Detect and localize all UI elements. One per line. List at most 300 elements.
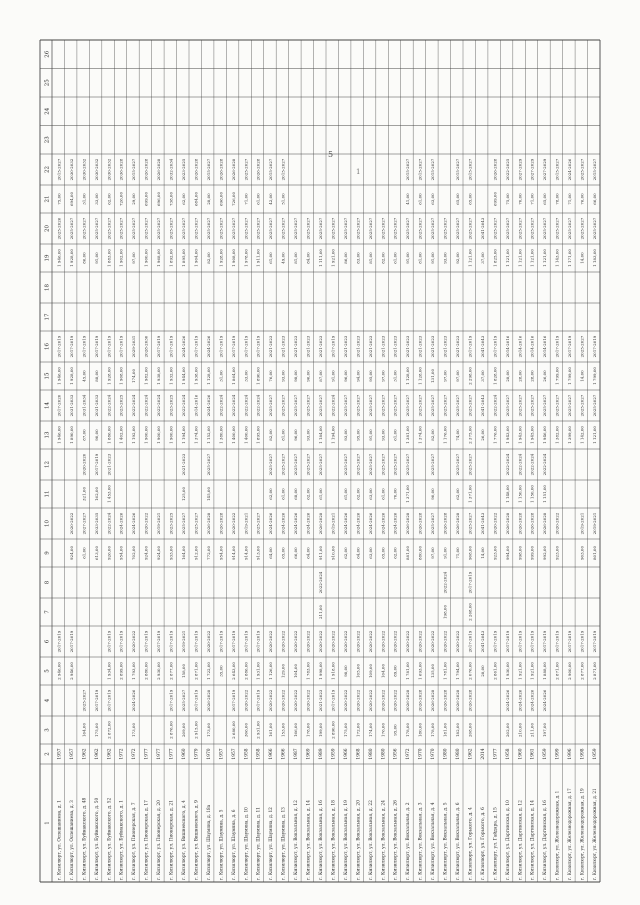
table-cell-value: 2 871,00	[592, 662, 598, 680]
table-row-address: г. Кизилюрт, ул. Шаумяна, д. 10	[244, 804, 250, 880]
table-row-year: 1972	[119, 748, 125, 760]
table-row-address: г. Кизилюрт, ул. Железнодорожная, д. 21	[593, 782, 599, 880]
table-cell-value: 2017-2019	[218, 335, 224, 358]
table-cell-value: 97,00	[380, 370, 386, 382]
table-row-year: 1958	[244, 748, 250, 760]
table-cell-value: 2024-2026	[392, 512, 398, 535]
table-cell-value: 82,00	[268, 429, 274, 441]
table-cell-value: 2025-2027	[367, 394, 373, 417]
table-cell-value: 1 143,00	[554, 249, 560, 267]
table-cell-value: 96,00	[305, 370, 311, 382]
table-cell-value: 1 930,00	[504, 662, 510, 680]
table-cell-value: 2025-2027	[243, 158, 249, 181]
table-cell-value: 2024-2026	[131, 512, 137, 535]
table-cell-value: 2031-2033	[68, 394, 74, 417]
table-cell-value: 1 900,00	[168, 426, 174, 444]
table-cell-value: 2024-2026	[118, 512, 124, 535]
table-cell-value: 178,00	[430, 723, 436, 737]
table-cell-value: 2025-2027	[492, 217, 498, 240]
table-cell-value: 1 176,00	[442, 426, 448, 444]
table-row-year: 1957	[69, 748, 75, 760]
table-cell-value: 2024-2026	[293, 512, 299, 535]
table-cell-value: 1 121,00	[467, 249, 473, 267]
table-cell-value: 1 908,00	[118, 367, 124, 385]
column-number-header: 3	[44, 728, 51, 732]
table-cell-value: 2021-2023	[430, 335, 436, 358]
table-cell-value: 2020-2022	[380, 689, 386, 712]
table-cell-value: 2 886,00	[243, 662, 249, 680]
table-row-year: 1977	[144, 748, 150, 760]
table-cell-value: 2022-2024	[143, 394, 149, 417]
table-cell-value: 2021-2023	[318, 689, 324, 712]
table-cell-value: 2024-2026	[529, 689, 535, 712]
table-row-address: г. Кизилюрт, ул. Шаумяна, д. 18а	[206, 802, 212, 880]
table-cell-value: 49,00	[280, 252, 286, 264]
table-cell-value: 2025-2027	[554, 217, 560, 240]
table-cell-value: 2025-2027	[181, 689, 187, 712]
table-cell-value: 2024-2026	[542, 689, 548, 712]
table-cell-value: 2026-2028	[205, 512, 211, 535]
table-cell-value: 1 886,00	[106, 426, 112, 444]
table-cell-value: 2026-2028	[405, 689, 411, 712]
table-row-year: 1959	[593, 748, 599, 760]
table-cell-value: 924,00	[156, 546, 162, 560]
table-row-year: 1958	[256, 748, 262, 760]
table-cell-value: 2020-2022	[417, 630, 423, 653]
column-number-header: 7	[44, 610, 51, 614]
table-cell-value: 93,00	[280, 370, 286, 382]
table-cell-value: 2025-2027	[230, 217, 236, 240]
table-cell-value: 1 883,00	[106, 249, 112, 267]
page-mark-secondary: 1	[356, 168, 361, 176]
table-cell-value: 65,00	[467, 193, 473, 205]
table-cell-value: 89,00	[392, 665, 398, 677]
table-cell-value: 164,00	[81, 723, 87, 737]
table-cell-value: 1 902,00	[118, 249, 124, 267]
table-cell-value: 2017-2019	[529, 630, 535, 653]
table-cell-value: 81,00	[293, 252, 299, 264]
table-cell-value: 28,00	[479, 665, 485, 677]
table-cell-value: 2026-2028	[218, 158, 224, 181]
table-cell-value: 62,00	[455, 488, 461, 500]
table-cell-value: 2026-2028	[318, 512, 324, 535]
table-cell-value: 613,00	[93, 546, 99, 560]
table-cell-value: 2025-2027	[293, 394, 299, 417]
table-cell-value: 2015-2027	[405, 158, 411, 181]
table-cell-value: 2024-2026	[567, 158, 573, 181]
table-cell-value: 1 453,00	[106, 485, 112, 503]
table-row-year: 1960	[518, 748, 524, 760]
table-cell-value: 2020-2022	[243, 689, 249, 712]
table-cell-value: 2020-2022	[268, 630, 274, 653]
table-cell-value: 2041-2043	[479, 630, 485, 653]
table-cell-value: 2025-2027	[293, 453, 299, 476]
table-cell-value: 1 371,00	[405, 485, 411, 503]
table-cell-value: 1 946,00	[56, 249, 62, 267]
table-row-year: 1962	[107, 748, 113, 760]
table-cell-value: 62,00	[268, 488, 274, 500]
table-row-year: 1959	[543, 748, 549, 760]
table-cell-value: 2020-2022	[330, 630, 336, 653]
table-cell-value: 1 982,00	[143, 367, 149, 385]
table-cell-value: 912,00	[193, 546, 199, 560]
table-cell-value: 1 946,00	[56, 426, 62, 444]
table-cell-value: 1 900,00	[143, 426, 149, 444]
column-number-header: 26	[44, 50, 51, 58]
column-number-header: 14	[44, 402, 51, 409]
table-cell-value: 2026-2028	[442, 512, 448, 535]
table-cell-value: 2020-2022	[205, 630, 211, 653]
table-cell-value: 172,00	[355, 723, 361, 737]
table-cell-value: 2025-2027	[430, 512, 436, 535]
table-cell-value: 2025-2027	[542, 217, 548, 240]
table-cell-value: 1 794,00	[455, 662, 461, 680]
table-cell-value: 2023-2025	[181, 158, 187, 181]
table-cell-value: 1 781,00	[442, 662, 448, 680]
table-cell-value: 1 908,00	[230, 249, 236, 267]
table-cell-value: 2025-2027	[529, 394, 535, 417]
table-row-year: 1957	[57, 748, 63, 760]
table-row-year: 1956	[393, 748, 399, 760]
table-cell-value: 1 946,00	[542, 426, 548, 444]
table-cell-value: 91,00	[93, 252, 99, 264]
table-cell-value: 76,00	[268, 370, 274, 382]
table-cell-value: 2017-2019	[567, 335, 573, 358]
table-cell-value: 2015-2027	[131, 158, 137, 181]
table-row-year: 2014	[480, 748, 486, 760]
table-cell-value: 702,00	[131, 546, 137, 560]
table-cell-value: 696,00	[218, 192, 224, 206]
table-cell-value: 2025-2027	[455, 453, 461, 476]
table-cell-value: 914,00	[230, 546, 236, 560]
table-cell-value: 2026-2028	[405, 512, 411, 535]
table-cell-value: 2025-2027	[318, 217, 324, 240]
table-cell-value: 198,00	[442, 605, 448, 619]
table-cell-value: 1 945,00	[529, 426, 535, 444]
table-cell-value: 2026-2028	[417, 689, 423, 712]
table-row-year: 1979	[194, 748, 200, 760]
table-cell-value: 2025-2027	[81, 689, 87, 712]
table-cell-value: 2027-2027	[81, 512, 87, 535]
table-cell-value: 2 643,00	[230, 662, 236, 680]
table-cell-value: 105,00	[355, 664, 361, 678]
table-cell-value: 2019-2021	[579, 512, 585, 535]
table-cell-value: 2020-2022	[355, 630, 361, 653]
table-cell-value: 2025-2027	[430, 453, 436, 476]
table-cell-value: 2025-2027	[280, 217, 286, 240]
table-cell-value: 1 121,00	[529, 249, 535, 267]
table-row-address: г. Кизилюрт, ул. Железнодорожная, д. 19	[580, 782, 586, 880]
column-number-header: 22	[44, 166, 51, 173]
table-cell-value: 2021-2023	[342, 335, 348, 358]
table-cell-value: 1 900,00	[156, 426, 162, 444]
table-cell-value: 1 150,00	[517, 485, 523, 503]
table-row-address: г. Кизилюрт, ул. Вокзальная, д. 18	[331, 799, 337, 880]
table-cell-value: 2017-2019	[467, 630, 473, 653]
table-cell-value: 2024-2026	[131, 689, 137, 712]
table-cell-value: 2022-2024	[156, 394, 162, 417]
table-cell-value: 881,00	[405, 546, 411, 560]
table-cell-value: 2025-2027	[205, 217, 211, 240]
table-cell-value: 2015-2027	[268, 158, 274, 181]
table-cell-value: 1 722,00	[205, 662, 211, 680]
table-cell-value: 2020-2022	[305, 630, 311, 653]
table-cell-value: 2021-2023	[305, 335, 311, 358]
table-cell-value: 2 298,00	[467, 367, 473, 385]
table-cell-value: 2022-2024	[243, 394, 249, 417]
column-number-header: 6	[44, 639, 51, 644]
table-cell-value: 2025-2027	[517, 394, 523, 417]
table-cell-value: 2024-2026	[355, 512, 361, 535]
table-cell-value: 2020-2022	[355, 689, 361, 712]
table-cell-value: 61,00	[280, 488, 286, 500]
table-cell-value: 182,00	[455, 723, 461, 737]
table-row-year: 1980	[368, 748, 374, 760]
table-cell-value: 91,00	[367, 429, 373, 441]
table-row-year: 1980	[381, 748, 387, 760]
table-cell-value: 2022-2024	[106, 512, 112, 535]
column-number-header: 16	[44, 343, 51, 350]
table-cell-value: 62,00	[305, 488, 311, 500]
table-cell-value: 26,00	[479, 429, 485, 441]
column-number-header: 25	[44, 79, 51, 87]
table-cell-value: 2022-2024	[230, 394, 236, 417]
table-cell-value: 2025-2027	[380, 394, 386, 417]
table-cell-value: 2025-2027	[293, 217, 299, 240]
table-cell-value: 2020-2022	[280, 630, 286, 653]
table-cell-value: 2017-2019	[118, 630, 124, 653]
table-cell-value: 1 904,00	[193, 249, 199, 267]
table-cell-value: 82,00	[205, 252, 211, 264]
table-cell-value: 2017-2019	[218, 630, 224, 653]
table-cell-value: 2025-2027	[579, 158, 585, 181]
table-cell-value: 208,00	[467, 723, 473, 737]
table-row-address: г. Кизилюрт, ул. Вокзальная, д. 5	[443, 802, 449, 880]
table-cell-value: 1 374,00	[417, 426, 423, 444]
table-cell-value: 1 895,00	[255, 426, 261, 444]
column-number-header: 15	[44, 372, 51, 380]
table-row-address: г. Кизилюрт, ул. Вокзальная, д. 26	[393, 799, 399, 880]
table-cell-value: 924,00	[68, 546, 74, 560]
table-cell-value: 174,00	[367, 723, 373, 737]
table-cell-value: 2025-2027	[193, 512, 199, 535]
table-cell-value: 1 946,00	[56, 367, 62, 385]
table-cell-value: 28,00	[517, 370, 523, 382]
table-cell-value: 2019-2021	[592, 512, 598, 535]
table-cell-value: 914,00	[243, 546, 249, 560]
table-cell-value: 1 943,00	[504, 426, 510, 444]
table-cell-value: 998,00	[517, 546, 523, 560]
table-cell-value: 2026-2028	[230, 158, 236, 181]
table-cell-value: 1 148,00	[504, 485, 510, 503]
table-cell-value: 2015-2027	[430, 158, 436, 181]
table-cell-value: 924,00	[143, 546, 149, 560]
table-cell-value: 33,00	[243, 370, 249, 382]
table-cell-value: 2033-2035	[93, 512, 99, 535]
table-cell-value: 2017-2019	[542, 630, 548, 653]
table-cell-value: 2025-2027	[205, 453, 211, 476]
table-cell-value: 2 861,00	[492, 662, 498, 680]
table-cell-value: 933,00	[168, 546, 174, 560]
table-cell-value: 1 381,00	[405, 426, 411, 444]
table-cell-value: 2015-2027	[455, 158, 461, 181]
table-cell-value: 2021-2023	[392, 335, 398, 358]
table-cell-value: 109,00	[367, 664, 373, 678]
table-cell-value: 2017-2019	[467, 335, 473, 358]
table-cell-value: 2025-2027	[342, 453, 348, 476]
table-cell-value: 306,00	[243, 723, 249, 737]
table-cell-value: 2041-2043	[479, 335, 485, 358]
table-cell-value: 2028-2030	[143, 335, 149, 358]
table-row-address: г. Кизилюрт, ул. Вокзальная, д. 6	[456, 802, 462, 880]
table-cell-value: 1 776,00	[492, 426, 498, 444]
table-cell-value: 175,00	[93, 723, 99, 737]
table-cell-value: 2025-2027	[554, 394, 560, 417]
table-row-address: г. Кизилюрт, ул. Вокзальная, д. 16	[319, 799, 325, 880]
table-cell-value: 2017-2019	[106, 630, 112, 653]
table-cell-value: 2 268,00	[467, 603, 473, 621]
table-cell-value: 97,00	[131, 252, 137, 264]
table-row-address: г. Кизилюрт, ул. Оспешаниева, д. 3	[69, 797, 75, 880]
table-cell-value: 2025-2027	[504, 217, 510, 240]
table-row-year: 1966	[269, 748, 275, 760]
table-cell-value: 2030-2032	[81, 158, 87, 181]
table-row-address: г. Кизилюрт, ул. Горького, д. 6	[480, 808, 486, 880]
column-number-header: 4	[44, 698, 51, 703]
table-cell-value: 1 693,00	[417, 662, 423, 680]
table-cell-value: 93,00	[305, 429, 311, 441]
table-cell-value: 2021-2023	[268, 335, 274, 358]
table-cell-value: 880,00	[417, 546, 423, 560]
table-cell-value: 726,00	[230, 192, 236, 206]
table-row-year: 1980	[456, 748, 462, 760]
table-cell-value: 1 928,00	[218, 249, 224, 267]
table-cell-value: 2020-2020	[81, 453, 87, 476]
column-number-header: 18	[44, 284, 51, 291]
table-cell-value: 2022-2024	[442, 571, 448, 594]
table-cell-value: 65,00	[280, 547, 286, 559]
table-cell-value: 2017-2019	[156, 335, 162, 358]
table-cell-value: 1 121,00	[542, 249, 548, 267]
table-cell-value: 1 150,00	[529, 485, 535, 503]
table-cell-value: 2025-2027	[542, 394, 548, 417]
table-cell-value: 1 382,00	[554, 426, 560, 444]
table-cell-value: 1 998,00	[318, 662, 324, 680]
table-cell-value: 2 899,00	[118, 662, 124, 680]
table-cell-value: 2025-2027	[131, 217, 137, 240]
table-row-address: г. Кизилюрт, ул. Буйнакского, д. 48	[82, 796, 88, 880]
table-cell-value: 63,00	[367, 488, 373, 500]
table-cell-value: 64,00	[268, 547, 274, 559]
table-cell-value: 2017-2019	[68, 335, 74, 358]
table-cell-value: 61,00	[392, 429, 398, 441]
table-cell-value: 2025-2027	[529, 217, 535, 240]
table-row-address: г. Кизилюрт, ул. Вокзальная, д. 22	[368, 799, 374, 880]
table-row-address: г. Кизилюрт, ул. Вокзальная, д. 20	[356, 799, 362, 880]
table-cell-value: 1 184,00	[318, 426, 324, 444]
table-cell-value: 1 938,00	[156, 367, 162, 385]
table-row-address: г. Кизилюрт, ул. Вокзальная, д. 12	[294, 799, 300, 880]
table-row-year: 1987	[294, 748, 300, 760]
table-cell-value: 2017-2019	[492, 630, 498, 653]
table-cell-value: 97,00	[442, 370, 448, 382]
column-number-header: 19	[44, 254, 51, 262]
table-cell-value: 2023-2025	[168, 394, 174, 417]
table-cell-value: 51,00	[280, 193, 286, 205]
table-cell-value: 26,00	[542, 370, 548, 382]
table-row-address: г. Кизилюрт, ул. Шаумяна, д. 5	[219, 807, 225, 880]
table-cell-value: 71,00	[243, 193, 249, 205]
table-cell-value: 2020-2022	[455, 630, 461, 653]
table-cell-value: 131,00	[430, 369, 436, 383]
table-cell-value: 2017-2019	[93, 453, 99, 476]
table-cell-value: 2017-2019	[255, 630, 261, 653]
table-cell-value: 2025-2027	[318, 453, 324, 476]
table-cell-value: 2020-2022	[380, 630, 386, 653]
table-cell-value: 2025-2027	[579, 217, 585, 240]
table-cell-value: 2031-2034	[81, 394, 87, 417]
table-row-address: г. Кизилюрт, ул. Шаумяна, д. 6	[231, 807, 237, 880]
table-cell-value: 180,00	[417, 723, 423, 737]
table-cell-value: 2017-2019	[81, 335, 87, 358]
table-row-address: г. Кизилюрт, ул. Даргинская, д. 16	[543, 798, 549, 880]
table-cell-value: 2027-2029	[517, 158, 523, 181]
table-row-year: 1998	[580, 748, 586, 760]
table-cell-value: 2024-2026	[367, 512, 373, 535]
table-cell-value: 1 400,00	[243, 426, 249, 444]
table-row-address: г. Кизилюрт, ул. Пионерская, д. 7	[132, 801, 138, 880]
table-cell-value: 1 918,00	[330, 662, 336, 680]
table-cell-value: 2020-2022	[442, 630, 448, 653]
table-cell-value: 2025-2027	[255, 512, 261, 535]
table-cell-value: 2025-2027	[93, 217, 99, 240]
table-cell-value: 197,00	[542, 723, 548, 737]
column-number-header: 8	[44, 580, 51, 585]
table-cell-value: 911,00	[318, 546, 324, 560]
table-cell-value: 2020-2022	[143, 512, 149, 535]
table-cell-value: 1 928,00	[68, 367, 74, 385]
table-cell-value: 93,00	[342, 429, 348, 441]
table-cell-value: 145,00	[205, 487, 211, 501]
table-cell-value: 75,00	[504, 193, 510, 205]
table-cell-value: 2017-2019	[68, 630, 74, 653]
table-cell-value: 1 928,00	[68, 249, 74, 267]
table-cell-value: 63,00	[367, 547, 373, 559]
table-cell-value: 2 946,00	[68, 662, 74, 680]
table-cell-value: 2026-2028	[156, 158, 162, 181]
table-cell-value: 2024-2026	[205, 335, 211, 358]
table-cell-value: 2 076,00	[467, 662, 473, 680]
table-cell-value: 2025-2027	[517, 217, 523, 240]
table-cell-value: 75,00	[56, 193, 62, 205]
table-cell-value: 2023-2025	[118, 394, 124, 417]
table-cell-value: 1 900,00	[143, 249, 149, 267]
column-number-header: 13	[44, 431, 51, 439]
table-row-address: г. Кизилюрт, ул. Даргинская, д. 10	[505, 798, 511, 880]
table-cell-value: 1 783,00	[305, 662, 311, 680]
table-cell-value: 91,00	[405, 252, 411, 264]
table-cell-value: 2032-2034	[168, 158, 174, 181]
table-cell-value: 2022-2024	[106, 394, 112, 417]
table-cell-value: 2017-2019	[168, 689, 174, 712]
column-number-header: 24	[44, 107, 51, 115]
table-cell-value: 2026-2028	[455, 689, 461, 712]
table-cell-value: 694,00	[68, 192, 74, 206]
table-cell-value: 1 121,00	[592, 426, 598, 444]
table-cell-value: 2025-2027	[467, 217, 473, 240]
table-cell-value: 31,00	[218, 370, 224, 382]
table-cell-value: 2017-2019	[517, 630, 523, 653]
